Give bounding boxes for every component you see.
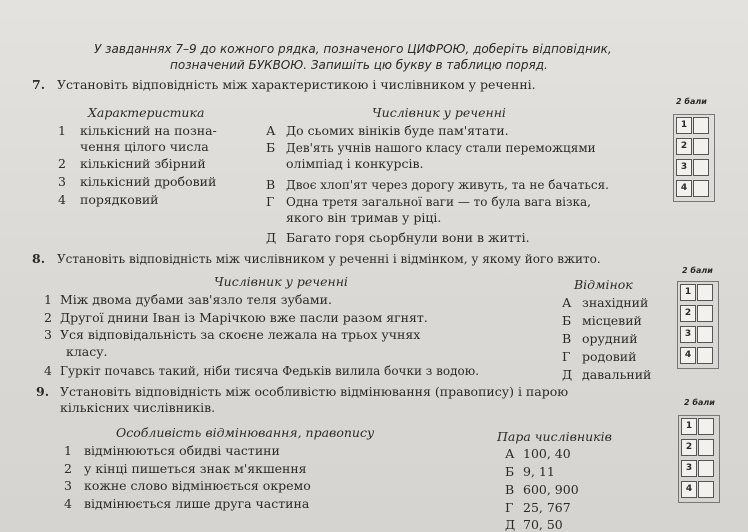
task8-grid-num-2: 2 — [680, 305, 696, 322]
task8-left-3-cont: класу. — [66, 344, 108, 359]
task7-left-4-num: 4 — [58, 192, 66, 207]
task9-grid-num-3: 3 — [681, 460, 697, 477]
task7-number: 7. — [32, 77, 46, 92]
task8-grid-num-4: 4 — [680, 347, 696, 364]
task9-left-2-num: 2 — [64, 461, 72, 476]
task7-right-g-cont: якого він тримав у ріці. — [286, 210, 442, 225]
task7-left-header: Характеристика — [88, 105, 205, 120]
task9-left-4-num: 4 — [64, 496, 72, 511]
task7-answer-cell-2[interactable] — [693, 138, 709, 155]
task8-right-d: давальний — [582, 367, 652, 382]
task8-answer-cell-1[interactable] — [697, 284, 713, 301]
task7-left-1-cont: чення цілого числа — [80, 139, 209, 154]
task8-number: 8. — [32, 251, 46, 266]
task8-right-a-letter: А — [562, 295, 572, 310]
task8-left-header: Числівник у реченні — [214, 274, 348, 289]
task9-grid-num-1: 1 — [681, 418, 697, 435]
task8-left-4-num: 4 — [44, 363, 52, 378]
task9-question-line-1: Установіть відповідність між особливістю відмінювання (правопису) і парою — [60, 384, 569, 399]
task8-right-d-letter: Д — [562, 367, 573, 382]
task8-left-2-num: 2 — [44, 310, 52, 325]
task7-left-1-num: 1 — [58, 123, 66, 138]
task8-right-b-letter: Б — [562, 313, 572, 328]
task7-right-b-letter: Б — [266, 140, 276, 155]
task7-answer-cell-4[interactable] — [693, 180, 709, 197]
task7-answer-cell-3[interactable] — [693, 159, 709, 176]
task7-left-1: кількісний на позна- — [80, 123, 217, 138]
task7-right-header: Числівник у реченні — [372, 105, 506, 120]
task7-left-3-num: 3 — [58, 174, 66, 189]
task8-left-1: Між двома дубами зав'язло теля зубами. — [60, 292, 332, 307]
task7-grid-num-4: 4 — [676, 180, 692, 197]
task7-right-a: До сьомих вініків буде пам'ятати. — [286, 123, 509, 138]
task9-answer-cell-1[interactable] — [698, 418, 714, 435]
task7-right-b: Дев'ять учнів нашого класу стали переможцями — [286, 141, 596, 155]
task7-right-d: Багато горя сьорбнули вони в житті. — [286, 230, 530, 245]
task9-left-header: Особливість відмінювання, правопису — [116, 425, 375, 440]
task8-right-g: родовий — [582, 349, 637, 364]
task8-answer-cell-4[interactable] — [697, 347, 713, 364]
task7-right-b-cont: олімпіад і конкурсів. — [286, 156, 424, 171]
task8-right-b: місцевий — [582, 313, 642, 328]
task9-question-line-2: кількісних числівників. — [60, 400, 216, 415]
task7-question: Установіть відповідність між характеристикою і числівником у реченні. — [57, 77, 536, 92]
intro-line-2: позначений БУКВОЮ. Запишіть цю букву в таблицю поряд. — [170, 58, 548, 72]
task8-grid-num-3: 3 — [680, 326, 696, 343]
task9-answer-cell-4[interactable] — [698, 481, 714, 498]
task7-left-3: кількісний дробовий — [80, 174, 217, 189]
task9-right-v-letter: В — [505, 482, 515, 497]
task9-right-a-letter: А — [505, 446, 515, 461]
task7-right-a-letter: А — [266, 123, 276, 138]
task7-right-v-letter: В — [266, 177, 276, 192]
task8-right-header: Відмінок — [574, 277, 633, 292]
task7-answer-cell-1[interactable] — [693, 117, 709, 134]
intro-line-1: У завданнях 7–9 до кожного рядка, позначеного ЦИФРОЮ, доберіть відповідник, — [94, 42, 612, 56]
task7-score: 2 бали — [676, 97, 707, 106]
task7-left-4: порядковий — [80, 192, 159, 207]
task8-left-2: Другої днини Іван із Марічкою вже пасли разом ягнят. — [60, 310, 428, 325]
task8-answer-cell-3[interactable] — [697, 326, 713, 343]
task8-right-v-letter: В — [562, 331, 572, 346]
task8-score: 2 бали — [682, 266, 713, 275]
task8-right-v: орудний — [582, 331, 638, 346]
task9-right-b-letter: Б — [505, 464, 515, 479]
task9-left-1-num: 1 — [64, 443, 72, 458]
task8-left-1-num: 1 — [44, 292, 52, 307]
task7-grid-num-2: 2 — [676, 138, 692, 155]
task9-right-header: Пара числівників — [497, 429, 612, 444]
task9-right-v: 600, 900 — [523, 482, 579, 497]
task9-right-d-letter: Д — [505, 517, 516, 532]
task9-left-2: у кінці пишеться знак м'якшення — [84, 461, 307, 476]
task7-grid-num-3: 3 — [676, 159, 692, 176]
task9-answer-cell-2[interactable] — [698, 439, 714, 456]
task9-right-d: 70, 50 — [523, 517, 563, 532]
task9-right-g: 25, 767 — [523, 500, 571, 515]
task7-right-g-letter: Г — [266, 194, 275, 209]
task9-grid-num-4: 4 — [681, 481, 697, 498]
task7-right-d-letter: Д — [266, 230, 277, 245]
task9-number: 9. — [36, 384, 50, 399]
task9-left-1: відмінюються обидві частини — [84, 443, 280, 458]
task9-left-4: відмінюється лише друга частина — [84, 496, 310, 511]
task8-right-a: знахідний — [582, 295, 649, 310]
task8-answer-cell-2[interactable] — [697, 305, 713, 322]
task9-answer-cell-3[interactable] — [698, 460, 714, 477]
task9-right-g-letter: Г — [505, 500, 514, 515]
task8-grid-num-1: 1 — [680, 284, 696, 301]
task9-right-b: 9, 11 — [523, 464, 555, 479]
task7-grid-num-1: 1 — [676, 117, 692, 134]
task8-left-4: Гуркіт почавсь такий, ніби тисяча Федьків вилила бочки з водою. — [60, 364, 480, 378]
task7-left-2: кількісний збірний — [80, 156, 206, 171]
task9-grid-num-2: 2 — [681, 439, 697, 456]
task7-right-g: Одна третя загальної ваги — то була вага візка, — [286, 195, 591, 209]
task8-left-3-num: 3 — [44, 327, 52, 342]
task8-right-g-letter: Г — [562, 349, 571, 364]
task9-left-3-num: 3 — [64, 478, 72, 493]
task8-question: Установіть відповідність між числівником у реченні і відмінком, у якому його вжито. — [57, 252, 601, 266]
task8-left-3: Уся відповідальність за скоєне лежала на трьох учнях — [60, 327, 421, 342]
task9-left-3: кожне слово відмінюється окремо — [84, 478, 311, 493]
task7-right-v: Двоє хлоп'ят через дорогу живуть, та не бачаться. — [286, 178, 609, 192]
task9-score: 2 бали — [684, 398, 715, 407]
task7-left-2-num: 2 — [58, 156, 66, 171]
task9-right-a: 100, 40 — [523, 446, 571, 461]
